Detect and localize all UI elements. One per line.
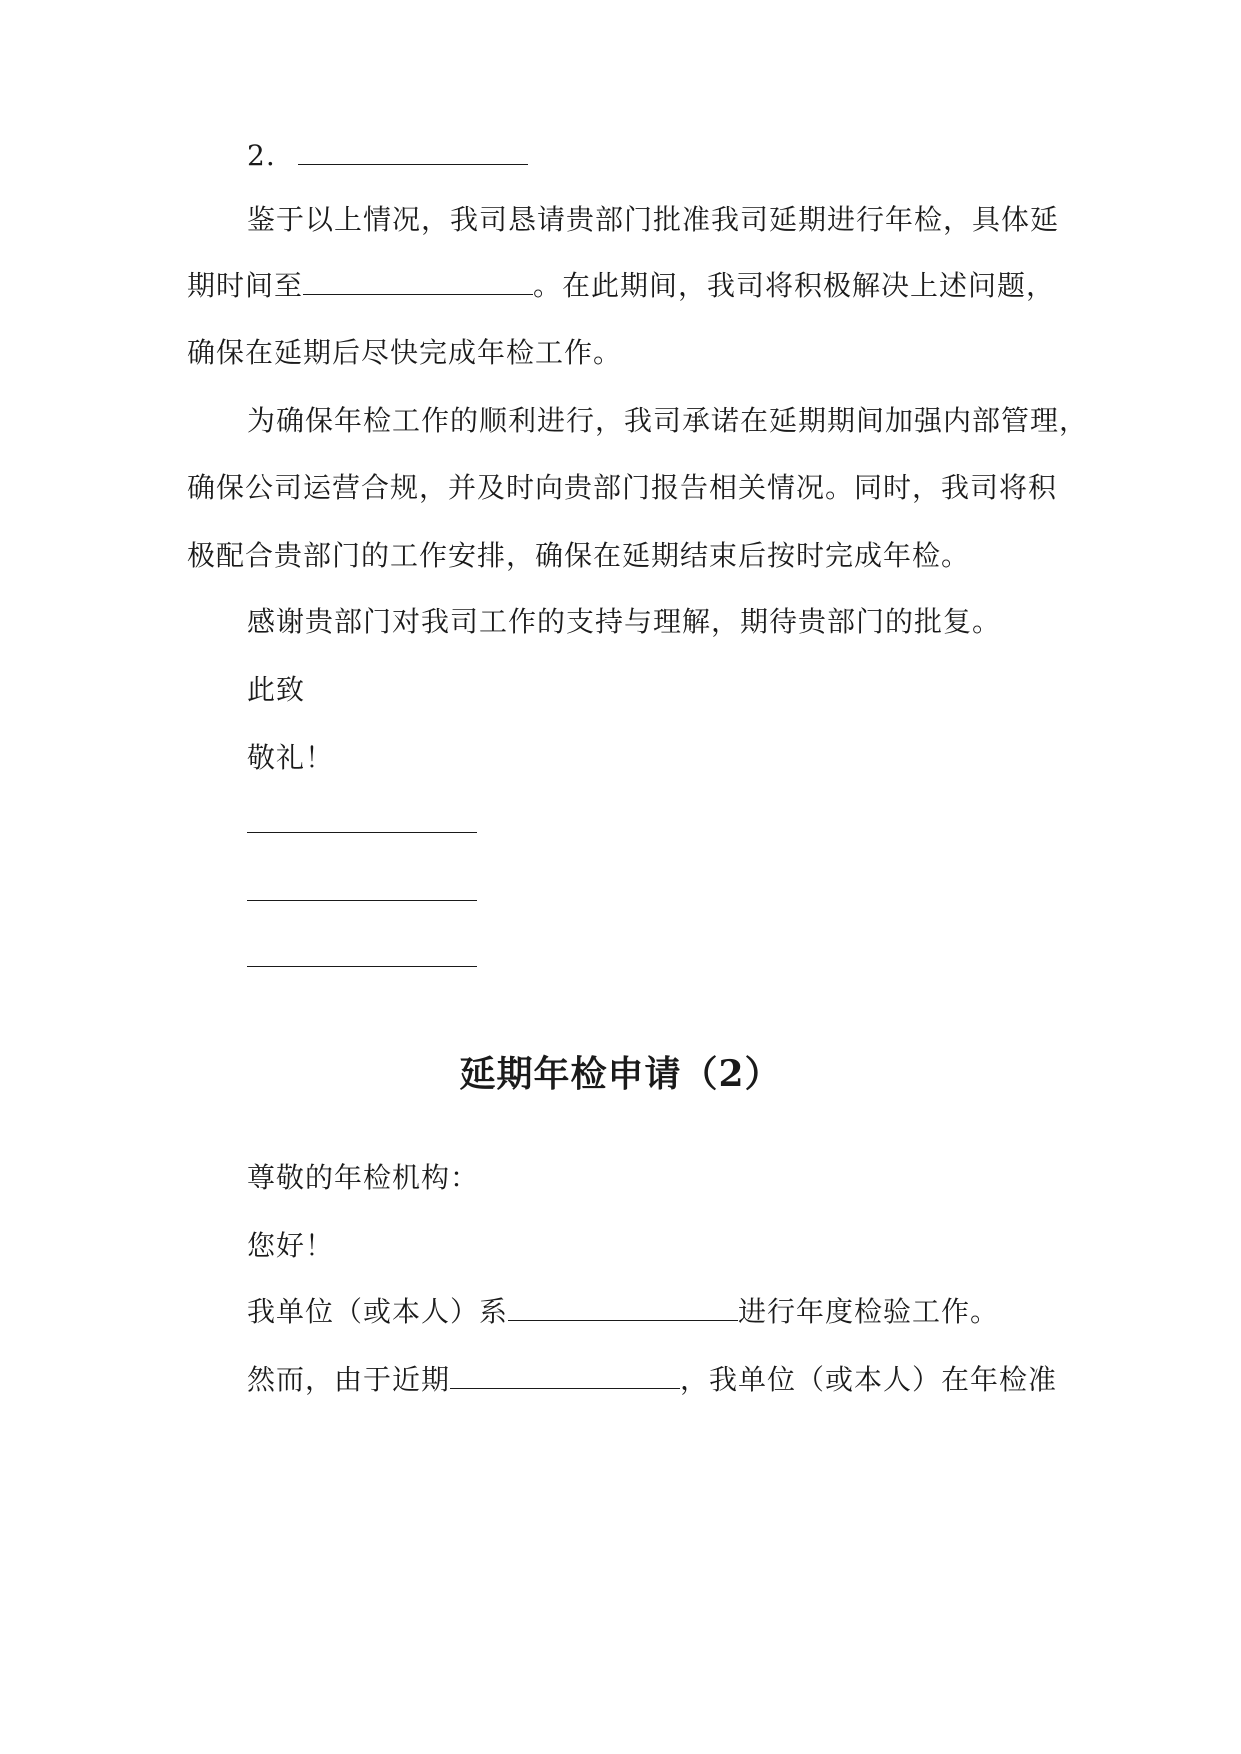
fill-in-blank <box>247 806 477 833</box>
fill-in-blank <box>298 138 528 165</box>
document-title: 延期年检申请（2） <box>459 1053 782 1095</box>
fill-in-blank <box>247 940 477 967</box>
text-fragment: ，我单位（或本人）在年检准 <box>680 1363 1058 1396</box>
numbered-item-2 <box>247 138 528 174</box>
paragraph-line <box>247 1294 999 1330</box>
text-fragment: 进行年度检验工作。 <box>738 1295 1000 1328</box>
closing-line: 此致 <box>247 673 306 706</box>
closing-line: 敬礼！ <box>247 741 335 774</box>
paragraph-line <box>247 1362 1057 1398</box>
signature-blank <box>247 806 477 842</box>
signature-blank <box>247 940 477 976</box>
fill-in-blank <box>303 268 533 295</box>
paragraph-line: 确保公司运营合规，并及时向贵部门报告相关情况。同时，我司将积 <box>187 471 1058 504</box>
paragraph-line: 极配合贵部门的工作安排，确保在延期结束后按时完成年检。 <box>187 539 971 572</box>
text-fragment: 。在此期间，我司将积极解决上述问题， <box>533 269 1056 302</box>
signature-blank <box>247 874 477 910</box>
greeting: 您好！ <box>247 1229 335 1262</box>
fill-in-blank <box>450 1362 680 1389</box>
paragraph-line: 感谢贵部门对我司工作的支持与理解，期待贵部门的批复。 <box>247 605 1002 638</box>
text-fragment: 我单位（或本人）系 <box>247 1295 509 1328</box>
paragraph-line: 为确保年检工作的顺利进行，我司承诺在延期期间加强内部管理， <box>247 404 1089 437</box>
fill-in-blank <box>508 1294 738 1321</box>
paragraph-line: 确保在延期后尽快完成年检工作。 <box>187 336 623 369</box>
fill-in-blank <box>247 874 477 901</box>
text-fragment: 期时间至 <box>187 269 304 302</box>
paragraph-line: 鉴于以上情况，我司恳请贵部门批准我司延期进行年检，具体延 <box>247 203 1060 236</box>
paragraph-line <box>187 268 1055 304</box>
item-number: 2. <box>247 139 276 172</box>
salutation: 尊敬的年检机构： <box>247 1161 480 1194</box>
text-fragment: 然而，由于近期 <box>247 1363 451 1396</box>
